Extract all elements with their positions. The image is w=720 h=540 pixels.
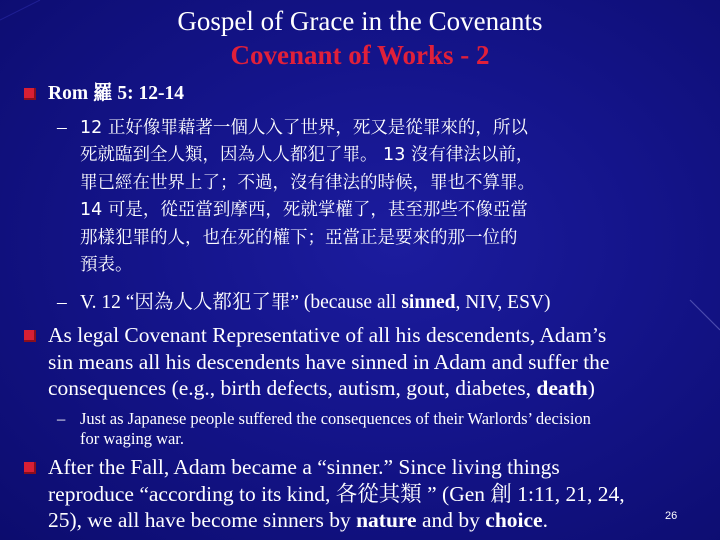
representative-text: As legal Covenant Representative of all his descendents, Adam’s: [48, 323, 607, 347]
representative-line: [48, 349, 609, 375]
bullet-marker: [24, 462, 36, 474]
dash-marker: –: [57, 292, 67, 313]
japan-analogy-text: Just as Japanese people suffered the consequences of their Warlords’ decision: [80, 409, 591, 428]
page-number: 26: [665, 510, 678, 522]
fall-text: and by: [416, 508, 486, 532]
verse-12-sources: , NIV, ESV): [455, 292, 551, 313]
verse-line: [80, 115, 528, 141]
fall-text: .: [542, 508, 548, 532]
fall-line: [48, 481, 625, 507]
japan-analogy-line: [80, 408, 591, 429]
dash-marker: –: [57, 117, 67, 138]
dash-marker: –: [57, 409, 66, 428]
choice-emphasis: choice: [485, 508, 543, 532]
sinned-emphasis: sinned: [401, 292, 456, 313]
verse-text: 死就臨到全人類，因為人人都犯了罪。 13 沒有律法以前，: [80, 145, 534, 165]
verse-line: [80, 225, 518, 251]
verse-text: 罪已經在世界上了；不過，沒有律法的時候，罪也不算罪。: [80, 173, 535, 193]
representative-line: [48, 375, 595, 401]
verse-line: [80, 252, 133, 278]
verse-12-note: [80, 290, 551, 316]
verse-line: [80, 197, 528, 223]
fall-text: reproduce “according to its kind, 各從其類 ” (Gen 創 1:11, 21, 24,: [48, 482, 625, 506]
bullet-marker: [24, 330, 36, 342]
fall-line: [48, 507, 548, 533]
bullet-rom-reference: [48, 81, 184, 107]
nature-emphasis: nature: [356, 508, 417, 532]
verse-text: 12 正好像罪藉著一個人入了世界，死又是從罪來的，所以: [80, 118, 528, 138]
verse-text: 14 可是，從亞當到摩西，死就掌權了，甚至那些不像亞當: [80, 200, 528, 220]
slide-subtitle: Covenant of Works - 2: [230, 40, 490, 70]
death-emphasis: death: [536, 376, 588, 400]
representative-text: consequences (e.g., birth defects, autism, gout, diabetes,: [48, 376, 537, 400]
verse-line: [80, 170, 535, 196]
verse-line: [80, 142, 533, 168]
representative-line: [48, 322, 606, 348]
representative-text: ): [587, 376, 595, 400]
bullet-marker: [24, 88, 36, 100]
japan-analogy-text: for waging war.: [80, 429, 185, 448]
slide-title: Gospel of Grace in the Covenants: [177, 6, 543, 36]
verse-12-text: V. 12 “因為人人都犯了罪” (because all: [80, 292, 402, 313]
representative-text: sin means all his descendents have sinned in Adam and suffer the: [48, 350, 610, 374]
verse-text: 預表。: [80, 255, 133, 275]
fall-line: [48, 454, 560, 480]
rom-reference-label: Rom 羅 5: 12-14: [48, 83, 184, 104]
verse-text: 那樣犯罪的人，也在死的權下；亞當正是要來的那一位的: [80, 228, 518, 248]
japan-analogy-line: [80, 428, 184, 449]
fall-text: After the Fall, Adam became a “sinner.” Since living things: [48, 455, 560, 479]
fall-text: 25), we all have become sinners by: [48, 508, 357, 532]
